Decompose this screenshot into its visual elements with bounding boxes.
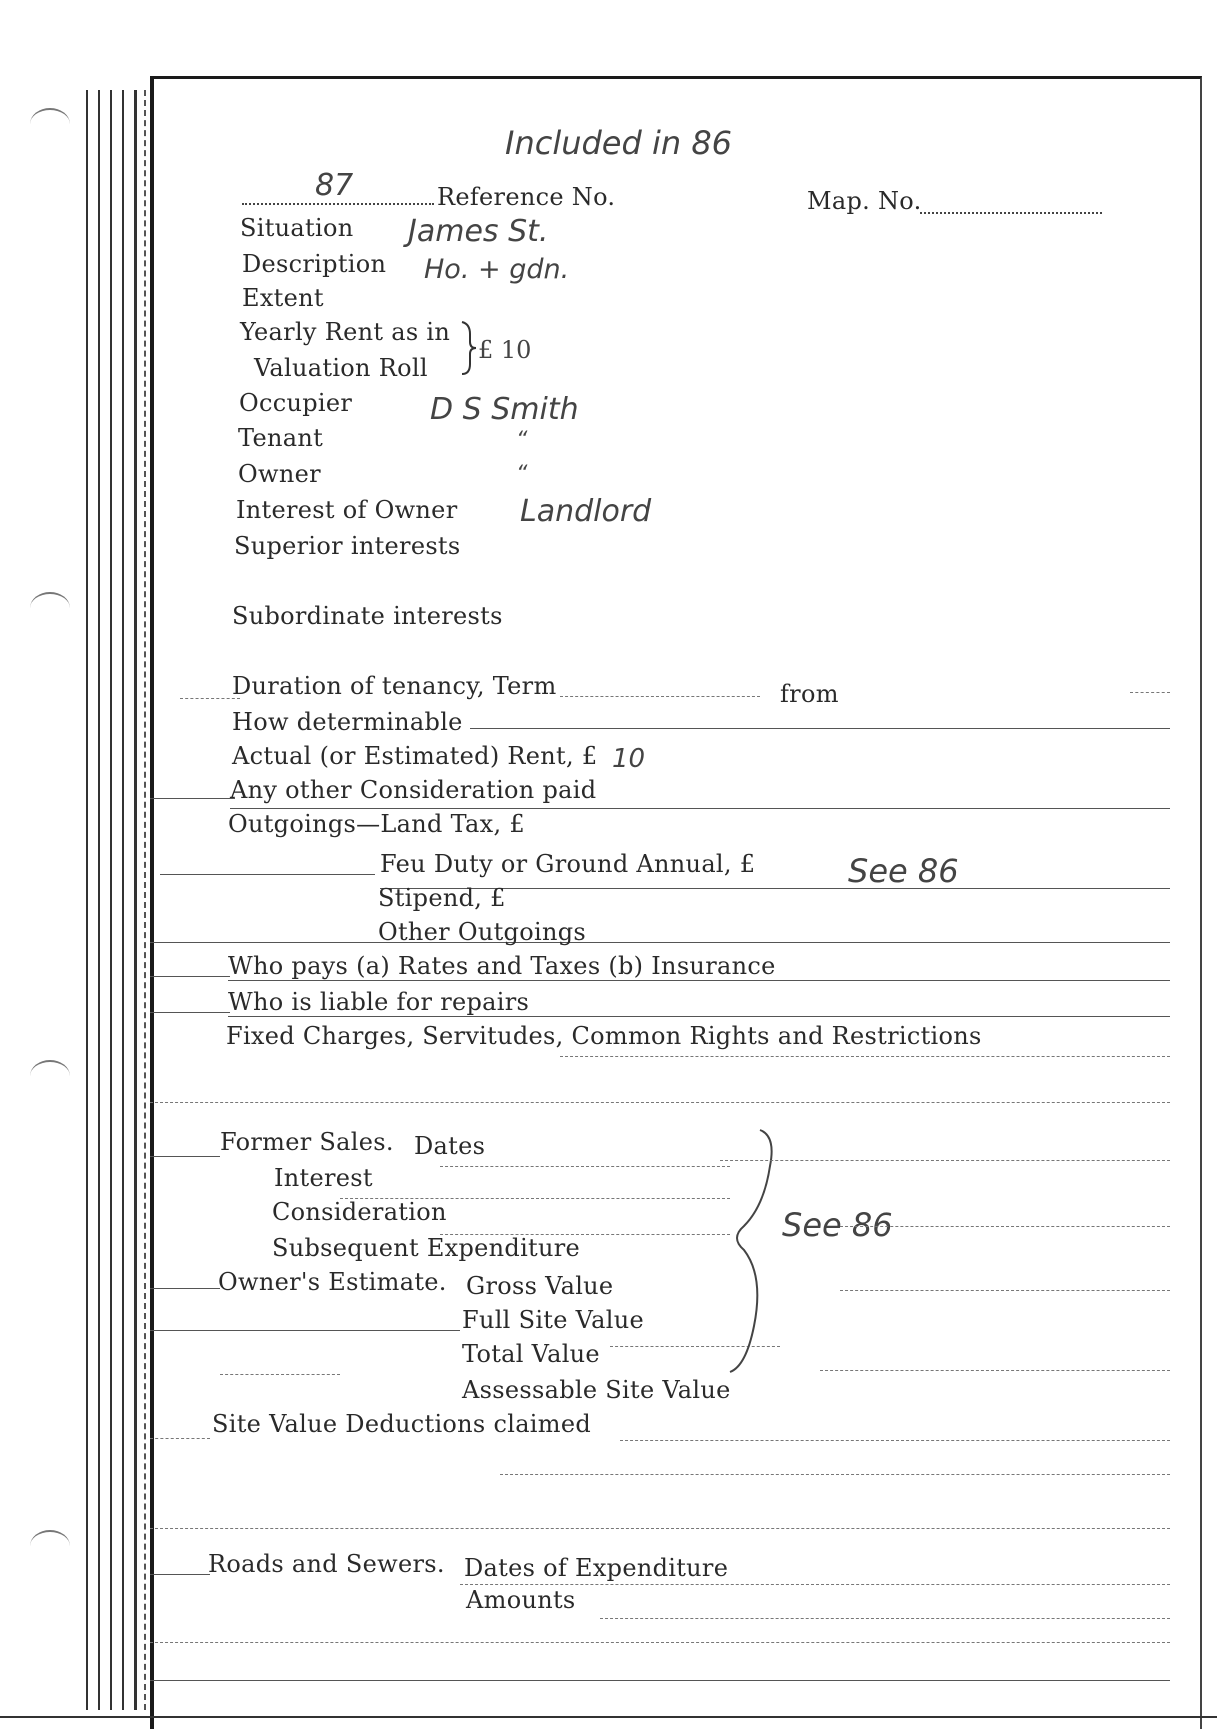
brace-note: See 86: [782, 1206, 893, 1244]
page-stack-edge: [134, 90, 137, 1710]
binder-ring-icon: [30, 1530, 70, 1562]
owner-value: “: [516, 462, 528, 487]
tenant-value: “: [516, 428, 528, 453]
rule-line: [180, 698, 240, 699]
page-stack-edge: [144, 90, 146, 1710]
rule-line: [150, 1438, 210, 1439]
who-pays-label: Who pays (a) Rates and Taxes (b) Insurance: [228, 952, 776, 980]
description-label: Description: [242, 250, 387, 278]
rule-line: [620, 1440, 1170, 1441]
rent-label-line2: Valuation Roll: [254, 354, 428, 382]
page-stack-edge: [122, 90, 124, 1710]
extent-label: Extent: [242, 284, 324, 312]
rent-brace-icon: [458, 320, 478, 376]
other-outgoings-label: Other Outgoings: [378, 918, 586, 946]
full-site-value-label: Full Site Value: [462, 1306, 644, 1334]
actual-rent-value: 10: [612, 744, 646, 774]
page-stack-edge: [98, 90, 100, 1710]
rule-line: [500, 1474, 1170, 1475]
rule-line: [150, 1574, 210, 1575]
interest-owner-value: Landlord: [520, 494, 652, 529]
situation-label: Situation: [240, 214, 354, 242]
rule-line: [560, 696, 760, 697]
reference-dotted-line: [242, 203, 434, 205]
rule-line: [470, 728, 1170, 729]
description-value: Ho. + gdn.: [424, 254, 570, 285]
rule-line: [150, 1156, 220, 1157]
occupier-label: Occupier: [239, 389, 353, 417]
former-sales-consideration-label: Consideration: [272, 1198, 447, 1226]
deductions-label: Site Value Deductions claimed: [212, 1410, 592, 1438]
amounts-label: Amounts: [466, 1586, 576, 1614]
rule-line: [600, 1618, 1170, 1619]
situation-value: James St.: [408, 214, 549, 249]
rule-line: [150, 1528, 1170, 1529]
rule-line: [1130, 692, 1170, 693]
owners-estimate-label: Owner's Estimate.: [218, 1268, 447, 1296]
interest-owner-label: Interest of Owner: [236, 496, 458, 524]
rule-line: [840, 1290, 1170, 1291]
gross-value-label: Gross Value: [466, 1272, 614, 1300]
feu-duty-note: See 86: [848, 852, 959, 890]
occupier-value: D S Smith: [430, 392, 579, 427]
rule-line: [150, 1680, 1170, 1681]
rent-label-line1: Yearly Rent as in: [240, 318, 451, 346]
determinable-label: How determinable: [232, 708, 463, 736]
reference-label: Reference No.: [437, 183, 616, 211]
roads-sewers-label: Roads and Sewers.: [208, 1550, 445, 1578]
curly-brace-icon: [720, 1126, 780, 1376]
page-stack-edge: [86, 90, 88, 1710]
assessable-site-value-label: Assessable Site Value: [462, 1376, 731, 1404]
owner-label: Owner: [238, 460, 321, 488]
duration-label: Duration of tenancy, Term: [232, 672, 557, 700]
rent-value: £ 10: [478, 336, 532, 364]
page-stack-edge: [110, 90, 112, 1710]
rule-line: [150, 1012, 230, 1013]
stipend-label: Stipend, £: [378, 884, 506, 912]
rule-line: [228, 1016, 1170, 1017]
former-sales-dates-label: Dates: [414, 1132, 486, 1160]
map-dotted-line: [920, 212, 1102, 214]
rule-line: [150, 942, 1170, 943]
rule-line: [228, 980, 1170, 981]
subordinate-interests-label: Subordinate interests: [232, 602, 503, 630]
repairs-label: Who is liable for repairs: [228, 988, 530, 1016]
rule-line: [460, 1584, 1170, 1585]
map-label: Map. No.: [807, 187, 922, 215]
rule-line: [840, 1226, 1170, 1227]
rule-line: [150, 976, 230, 977]
rule-line: [150, 1642, 1170, 1643]
rule-line: [160, 874, 375, 875]
reference-value: 87: [315, 168, 354, 203]
outgoings-label: Outgoings—Land Tax, £: [228, 810, 525, 838]
rule-line: [150, 1330, 460, 1331]
tenant-label: Tenant: [238, 424, 324, 452]
binder-ring-icon: [30, 1060, 70, 1092]
rule-line: [820, 1370, 1170, 1371]
other-consideration-label: Any other Consideration paid: [230, 776, 597, 804]
rule-line: [720, 1160, 1170, 1161]
binder-ring-icon: [30, 592, 70, 624]
handwritten-note-top: Included in 86: [505, 124, 733, 162]
bottom-edge-line: [0, 1716, 1217, 1718]
from-label: from: [780, 680, 839, 708]
binder-ring-icon: [30, 108, 70, 140]
former-sales-label: Former Sales.: [220, 1128, 394, 1156]
superior-interests-label: Superior interests: [234, 532, 461, 560]
total-value-label: Total Value: [462, 1340, 600, 1368]
fixed-charges-label: Fixed Charges, Servitudes, Common Rights and Restrictions: [226, 1022, 982, 1050]
rule-line: [150, 798, 235, 799]
former-sales-interest-label: Interest: [274, 1164, 373, 1192]
actual-rent-label: Actual (or Estimated) Rent, £: [232, 742, 598, 770]
rule-line: [150, 1288, 220, 1289]
rule-line: [440, 1166, 730, 1167]
subsequent-expenditure-label: Subsequent Expenditure: [272, 1234, 581, 1262]
rule-line: [220, 1374, 340, 1375]
feu-duty-label: Feu Duty or Ground Annual, £: [380, 850, 756, 878]
dates-of-expenditure-label: Dates of Expenditure: [464, 1554, 729, 1582]
rule-line: [560, 1056, 1170, 1057]
rule-line: [150, 1102, 1170, 1103]
rule-line: [230, 808, 1170, 809]
